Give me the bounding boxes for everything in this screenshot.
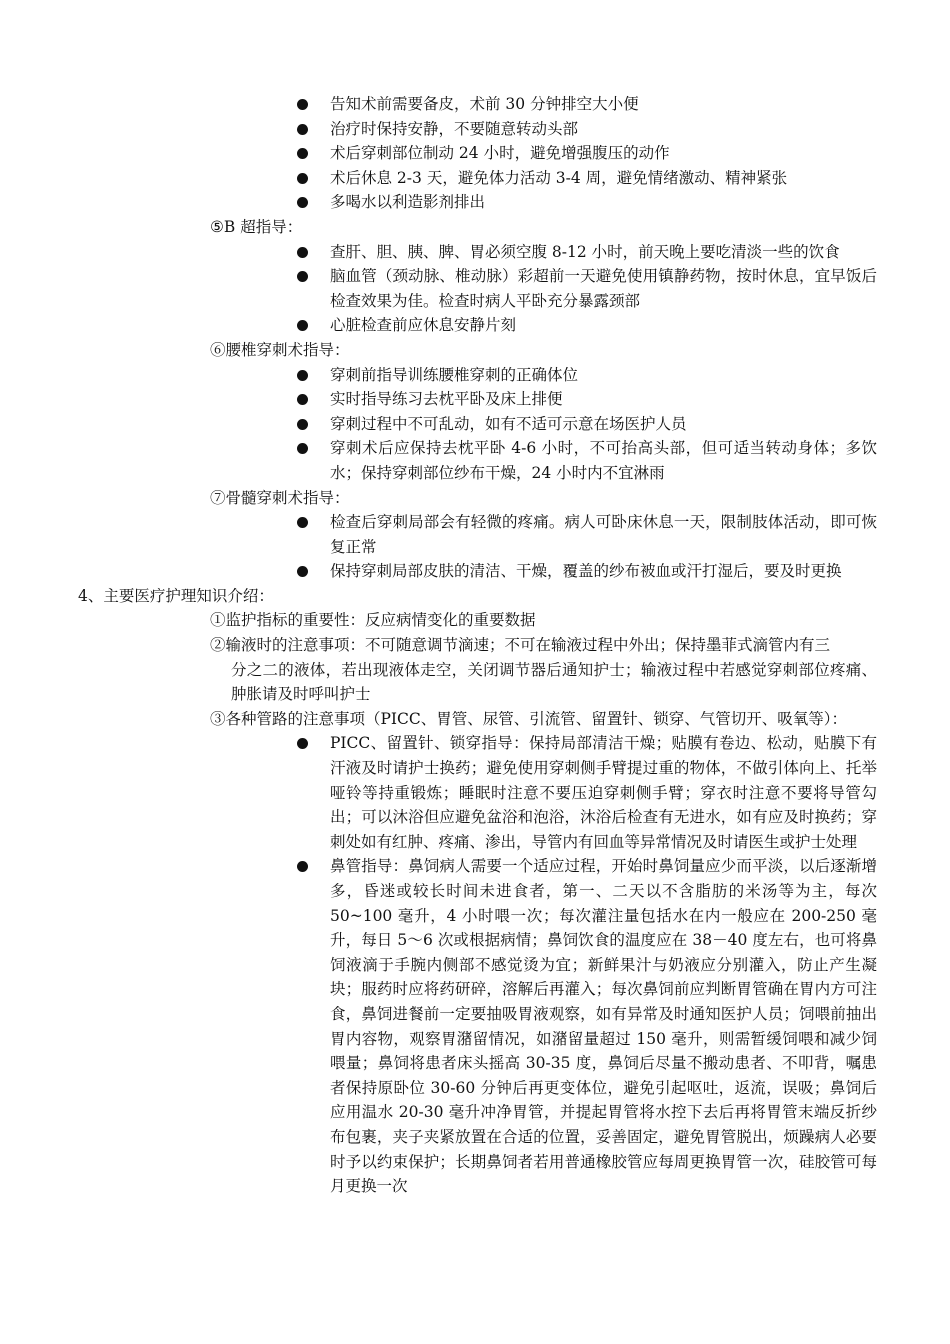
document-page: [0, 92, 950, 1199]
list-item: 心脏检查前应休息安静片刻: [0, 313, 877, 338]
list-item: 多喝水以利造影剂排出: [0, 190, 877, 215]
list-item: 实时指导练习去枕平卧及床上排便: [0, 387, 877, 412]
list-item: 脑血管（颈动脉、椎动脉）彩超前一天避免使用镇静药物，按时休息，宜早饭后检查效果为佳。检查时病人平卧充分暴露颈部: [0, 264, 877, 313]
paragraph: ①监护指标的重要性：反应病情变化的重要数据: [210, 611, 536, 630]
list-item: 保持穿刺局部皮肤的清洁、干燥，覆盖的纱布被血或汗打湿后，要及时更换: [0, 559, 877, 584]
list-item: PICC、留置针、锁穿指导：保持局部清洁干燥；贴膜有卷边、松动，贴膜下有汗液及时请护士换药；避免使用穿刺侧手臂提过重的物体，不做引体向上、托举哑铃等持重锻炼；睡眠时注意不要压迫穿刺侧手臂；穿衣时注意不要将导管勾出；可以沐浴但应避免盆浴和泡浴，沐浴后检查有无进水，如有应及时换药；穿刺处如有红肿、疼痛、渗出，导管内有回血等异常情况及时请医生或护士处理: [0, 731, 877, 854]
list-item: 治疗时保持安静，不要随意转动头部: [0, 117, 877, 142]
list-item: 术后休息 2-3 天，避免体力活动 3-4 周，避免情绪激动、精神紧张: [0, 166, 877, 191]
list-item: 术后穿刺部位制动 24 小时，避免增强腹压的动作: [0, 141, 877, 166]
b-ultrasound-heading: ⑤B 超指导：: [210, 217, 303, 236]
section-heading: 4、主要医疗护理知识介绍：: [78, 586, 274, 605]
bone-marrow-heading: ⑦骨髓穿刺术指导：: [210, 488, 350, 507]
list-item: 检查后穿刺局部会有轻微的疼痛。病人可卧床休息一天，限制肢体活动，即可恢复正常: [0, 510, 877, 559]
paragraph: ②输液时的注意事项：不可随意调节滴速；不可在输液过程中外出；保持墨菲式滴管内有三 分之二的液体，若出现液体走空，关闭调节器后通知护士；输液过程中若感觉穿刺部位疼痛、肿胀请及时呼叫护士: [210, 636, 877, 704]
list-item: 查肝、胆、胰、脾、胃必须空腹 8-12 小时，前天晚上要吃清淡一些的饮食: [0, 240, 877, 265]
lumbar-puncture-heading: ⑥腰椎穿刺术指导：: [210, 340, 350, 359]
list-item: 穿刺前指导训练腰椎穿刺的正确体位: [0, 363, 877, 388]
list-item: 告知术前需要备皮，术前 30 分钟排空大小便: [0, 92, 877, 117]
list-item: 穿刺术后应保持去枕平卧 4-6 小时，不可抬高头部，但可适当转动身体；多饮水；保持穿刺部位纱布干燥，24 小时内不宜淋雨: [0, 436, 877, 485]
list-item: 穿刺过程中不可乱动，如有不适可示意在场医护人员: [0, 412, 877, 437]
paragraph: ③各种管路的注意事项（PICC、胃管、尿管、引流管、留置针、锁穿、气管切开、吸氧等）：: [210, 709, 848, 728]
list-item: 鼻管指导：鼻饲病人需要一个适应过程，开始时鼻饲量应少而平淡，以后逐渐增多，昏迷或较长时间未进食者，第一、二天以不含脂肪的米汤等为主，每次 50~100 毫升，4 小时喂一次；每次灌注量包括水在内一般应在 200-250 毫升，每日 5～6 次或根据病情；鼻饲饮食的温度应在 38－40 度左右，也可将鼻饲液滴于手腕内侧部不感觉烫为宜；新鲜果汁与奶液应分别灌入，防止产生凝块；服药时应将药研碎，溶解后再灌入；每次鼻饲前应判断胃管确在胃内方可注食，鼻饲进餐前一定要抽吸胃液观察，如有异常及时通知医护人员；饲喂前抽出胃内容物，观察胃潴留情况，如潴留量超过 150 毫升，则需暂缓饲喂和减少饲喂量；鼻饲将患者床头摇高 30-35 度，鼻饲后尽量不搬动患者、不叩背，嘱患者保持原卧位 30-60 分钟后再更变体位，避免引起呕吐，返流，误吸；鼻饲后应用温水 20-30 毫升冲净胃管，并提起胃管将水控下去后再将胃管末端反折纱布包裹，夹子夹紧放置在合适的位置，妥善固定，避免胃管脱出，烦躁病人必要时予以约束保护；长期鼻饲者若用普通橡胶管应每周更换胃管一次，硅胶管可每月更换一次: [0, 854, 877, 1198]
